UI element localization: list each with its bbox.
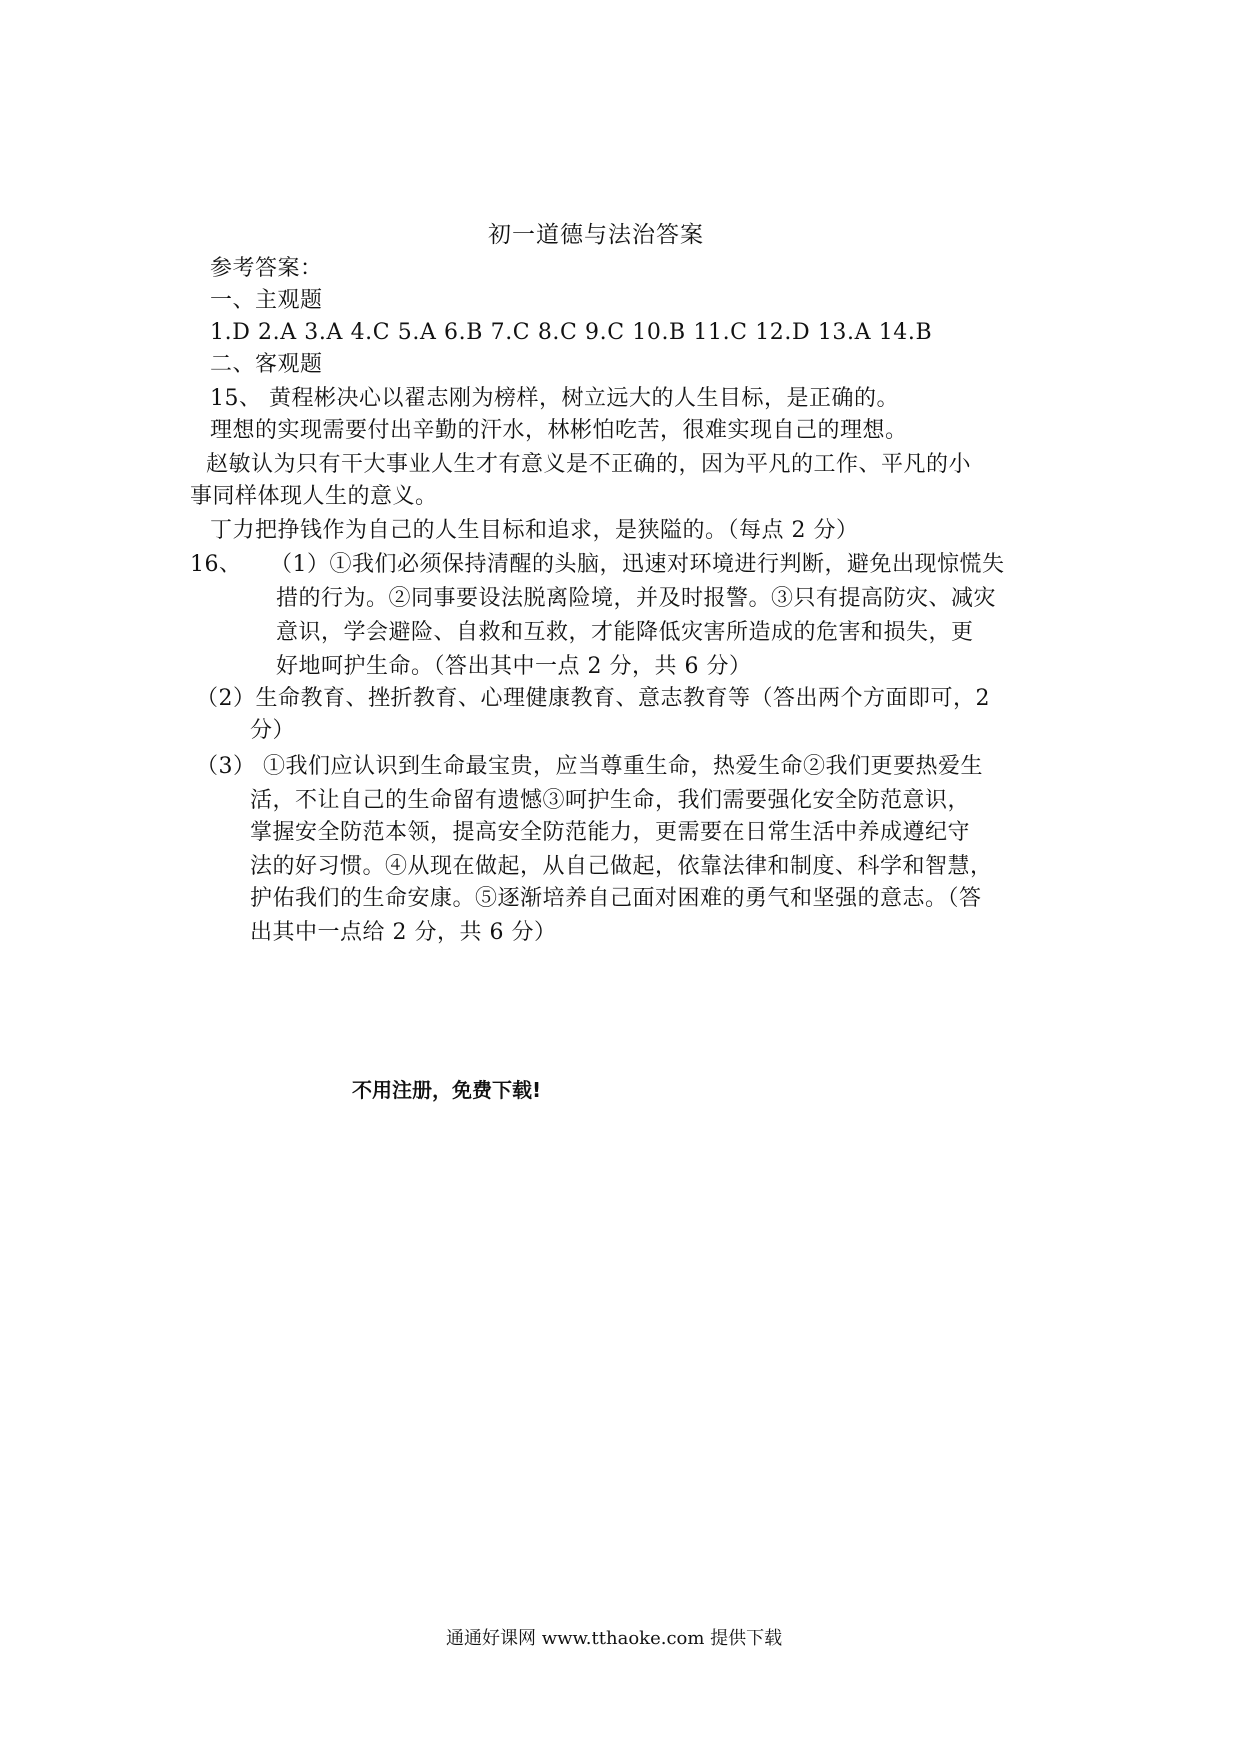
q16-part3-line: 法的好习惯。④从现在做起，从自己做起，依靠法律和制度、科学和智慧， xyxy=(250,854,993,879)
multiple-choice-answers: 1.D 2.A 3.A 4.C 5.A 6.B 7.C 8.C 9.C 10.B 11.C 12.D 13.A 14.B xyxy=(210,320,933,345)
answer-heading: 参考答案： xyxy=(210,256,323,281)
q15-line: 15、 黄程彬决心以翟志刚为榜样，树立远大的人生目标，是正确的。 xyxy=(210,386,899,411)
q16-part3-line: （3） ①我们应认识到生命最宝贵，应当尊重生命，热爱生命②我们更要热爱生 xyxy=(196,754,983,779)
q16-part3-line: 护佑我们的生命安康。⑤逐渐培养自己面对困难的勇气和坚强的意志。（答 xyxy=(250,886,982,911)
page-title: 初一道德与法治答案 xyxy=(488,222,704,248)
q15-line: 赵敏认为只有干大事业人生才有意义是不正确的，因为平凡的工作、平凡的小 xyxy=(206,452,972,477)
q16-part3-line: 掌握安全防范本领，提高安全防范能力，更需要在日常生活中养成遵纪守 xyxy=(250,820,971,845)
footer-credit: 通通好课网 www.tthaoke.com 提供下载 xyxy=(446,1628,783,1649)
q16-part1-line: 意识，学会避险、自救和互救，才能降低灾害所造成的危害和损失，更 xyxy=(276,620,974,645)
free-download-notice: 不用注册，免费下载! xyxy=(352,1078,542,1102)
q16-label: 16、 xyxy=(190,552,242,577)
section-heading-2: 二、客观题 xyxy=(210,352,323,377)
section-heading-1: 一、主观题 xyxy=(210,288,323,313)
q16-part1-line: 好地呵护生命。（答出其中一点 2 分，共 6 分） xyxy=(276,654,752,679)
q16-part2-line: 分） xyxy=(250,718,296,743)
q16-part1-line: 措的行为。②同事要设法脱离险境，并及时报警。③只有提高防灾、减灾 xyxy=(276,586,997,611)
q15-line: 事同样体现人生的意义。 xyxy=(190,484,438,509)
q16-part2-line: （2）生命教育、挫折教育、心理健康教育、意志教育等（答出两个方面即可，2 xyxy=(196,686,990,711)
q16-part3-line: 出其中一点给 2 分，共 6 分） xyxy=(250,920,557,945)
q16-part3-line: 活，不让自己的生命留有遗憾③呵护生命，我们需要强化安全防范意识， xyxy=(250,788,971,813)
q16-part1-line: （1）①我们必须保持清醒的头脑，迅速对环境进行判断，避免出现惊慌失 xyxy=(270,552,1005,577)
q15-line: 理想的实现需要付出辛勤的汗水，林彬怕吃苦，很难实现自己的理想。 xyxy=(210,418,908,443)
q15-line: 丁力把挣钱作为自己的人生目标和追求，是狭隘的。（每点 2 分） xyxy=(210,518,859,543)
